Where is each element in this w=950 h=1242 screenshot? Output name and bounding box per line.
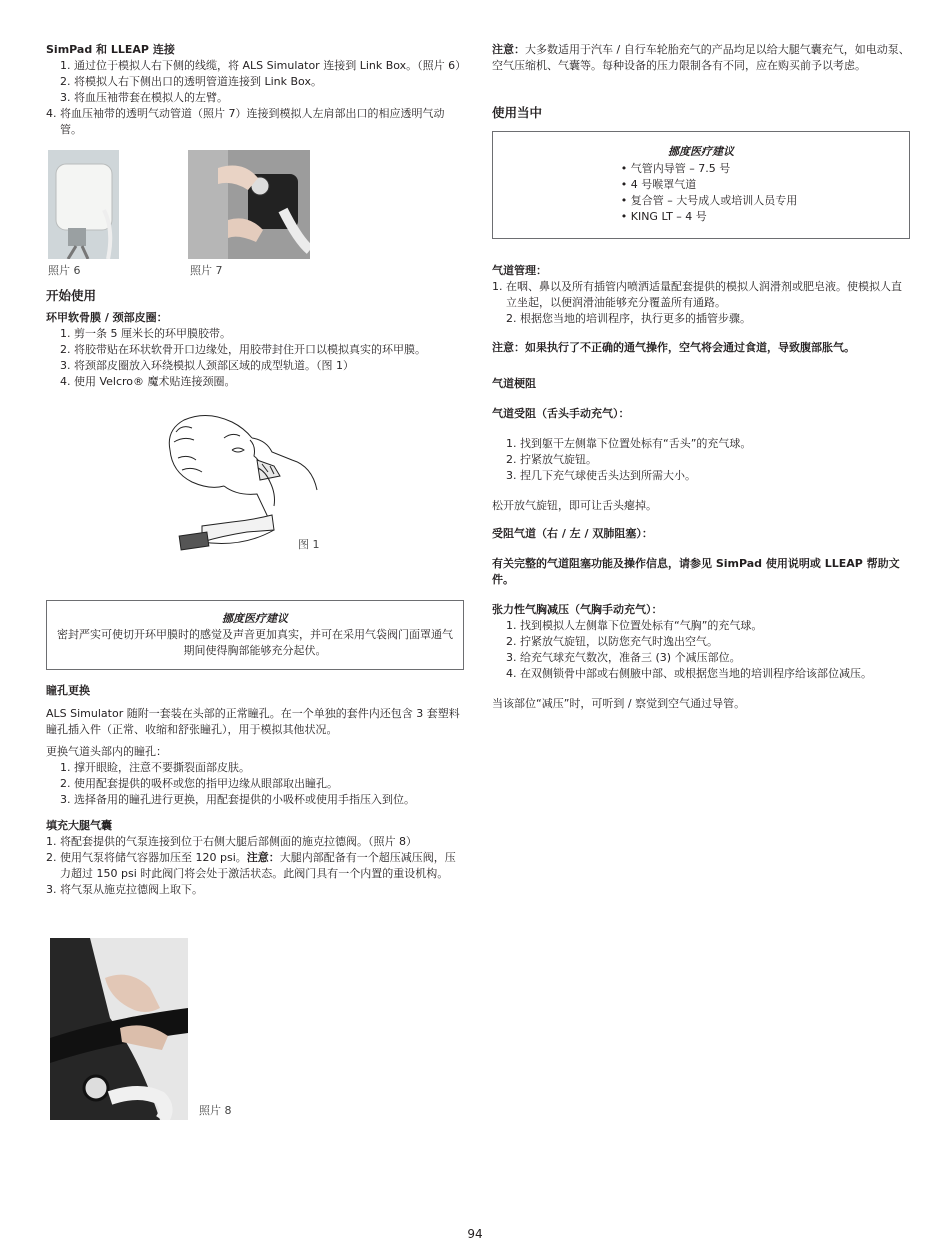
page-number: 94 (467, 1227, 483, 1241)
simpad-step-3: 3. 将血压袖带套在模拟人的左臂。 (60, 91, 228, 104)
thigh-section (46, 818, 464, 898)
pupils-step-1: 1. 撑开眼睑，注意不要撕裂面部皮肤。 (60, 761, 250, 774)
note-airway-label: 注意： (492, 341, 525, 354)
tongue-step-2: 2. 拧紧放气旋钮。 (506, 453, 597, 466)
lungs-info-wrap (492, 556, 902, 588)
note-thigh-pump-devices (492, 42, 912, 74)
pneumo-step-4: 4. 在双侧锁骨中部或右侧腋中部、或根据您当地的培训程序给该部位减压。 (506, 667, 872, 680)
tip-airway-item-4: • KING LT – 4 号 (621, 209, 798, 225)
start-using-heading-wrap (46, 287, 96, 305)
tip-box-airway-devices (492, 131, 910, 239)
thigh-step-1: 1. 将配套提供的气泵连接到位于右侧大腿后部侧面的施克拉德阀。（照片 8） (46, 835, 417, 848)
tongue-section (492, 406, 910, 514)
pneumo-decompression-note: 当该部位“减压”时，可听到 / 察觉到空气通过导管。 (492, 697, 746, 710)
cricoid-step-2: 2. 将胶带贴在环状软骨开口边缘处，用胶带封住开口以模拟真实的环甲膜。 (60, 343, 426, 356)
cricoid-step-1: 1. 剪一条 5 厘米长的环甲膜胶带。 (60, 327, 231, 340)
obstruction-heading: 气道梗阻 (492, 377, 536, 390)
in-use-heading-wrap (492, 104, 542, 122)
cricoid-steps (46, 326, 464, 390)
lungs-info-text: 有关完整的气道阻塞功能及操作信息，请参见 SimPad 使用说明或 LLEAP 帮助文件。 (492, 557, 900, 586)
pupils-step-3: 3. 选择备用的瞳孔进行更换，用配套提供的小吸杯或使用手指压入到位。 (60, 793, 415, 806)
tip-box-airway-title: 挪度医疗建议 (668, 145, 734, 158)
tip-airway-item-1: • 气管内导管 – 7.5 号 (621, 161, 798, 177)
photo-8-thigh-pump (50, 938, 188, 1120)
pneumo-step-1: 1. 找到模拟人左侧靠下位置处标有“气胸”的充气球。 (506, 619, 763, 632)
note-incorrect-ventilation (492, 340, 910, 356)
photo-7-caption: 照片 7 (190, 264, 223, 277)
airway-management-heading: 气道管理： (492, 264, 547, 277)
pupils-heading: 瞳孔更换 (46, 684, 90, 697)
photo-6-link-box (48, 150, 119, 259)
simpad-section (46, 42, 467, 138)
tongue-steps (492, 436, 910, 484)
pneumothorax-steps (492, 618, 910, 682)
airway-step-1: 1. 在咽、鼻以及所有插管内喷洒适量配套提供的模拟人润滑剂或肥皂液。使模拟人直立坐起，以便润滑油能够充分覆盖所有通路。 (492, 280, 902, 309)
note-airway-text: 如果执行了不正确的通气操作，空气将会通过食道，导致腹部胀气。 (525, 341, 855, 354)
thigh-step-2 (46, 850, 464, 882)
cricoid-heading: 环甲软骨膜 / 颈部皮圈： (46, 311, 168, 324)
tip-airway-item-2: • 4 号喉罩气道 (621, 177, 798, 193)
pupils-section (46, 683, 464, 808)
lungs-obstruction-heading: 受阻气道（右 / 左 / 双肺阻塞）： (492, 527, 653, 540)
airway-step-2: 2. 根据您当地的培训程序，执行更多的插管步骤。 (506, 312, 751, 325)
tongue-release-note: 松开放气旋钮，即可让舌头瘪掉。 (492, 499, 657, 512)
pneumothorax-heading: 张力性气胸减压（气胸手动充气）： (492, 603, 663, 616)
tip-airway-item-3: • 复合管 – 大号成人或培训人员专用 (621, 193, 798, 209)
cricoid-section (46, 310, 464, 390)
airway-management-section (492, 263, 910, 327)
simpad-step-1: 1. 通过位于模拟人右下侧的线缆，将 ALS Simulator 连接到 Link Box。（照片 6） (60, 59, 467, 72)
tip-box-cricoid (46, 600, 464, 670)
pupils-step-2: 2. 使用配套提供的吸杯或您的指甲边缘从眼部取出瞳孔。 (60, 777, 338, 790)
cricoid-step-3: 3. 将颈部皮圈放入环绕模拟人颈部区域的成型轨道。（图 1） (60, 359, 354, 372)
thigh-step-3: 3. 将气泵从施克拉德阀上取下。 (46, 883, 203, 896)
in-use-heading: 使用当中 (492, 105, 543, 120)
tongue-step-3: 3. 捏几下充气球使舌头达到所需大小。 (506, 469, 696, 482)
note-top-text: 大多数适用于汽车 / 自行车轮胎充气的产品均足以给大腿气囊充气，如电动泵、空气压缩机、气囊等。每种设备的压力限制各有不同，应在购买前予以考虑。 (492, 43, 910, 72)
figure-1-neck-skin-drawing (162, 410, 322, 555)
thigh-heading: 填充大腿气囊 (46, 819, 112, 832)
thigh-step-2-post: 大腿内部配备有一个超压减压阀，压力超过 150 psi 时此阀门将会处于激活状态。此阀门具有一个内置的重设机构。 (60, 851, 456, 880)
tip-box-cricoid-title: 挪度医疗建议 (222, 612, 288, 625)
lungs-heading-wrap (492, 526, 653, 542)
tongue-heading: 气道受阻（舌头手动充气）： (492, 407, 630, 420)
airway-management-steps (492, 279, 910, 327)
thigh-step-2-note-label: 注意： (246, 851, 280, 864)
pneumothorax-section (492, 602, 910, 712)
pupils-intro: ALS Simulator 随附一套装在头部的正常瞳孔。在一个单独的套件内还包含 3 套塑料瞳孔插入件（正常、收缩和舒张瞳孔），用于模拟其他状况。 (46, 707, 460, 736)
figure-1-caption: 图 1 (298, 538, 320, 551)
start-using-heading: 开始使用 (46, 288, 97, 303)
simpad-heading: SimPad 和 LLEAP 连接 (46, 43, 175, 56)
simpad-step-4: 4. 将血压袖带的透明气动管道（照片 7）连接到模拟人左肩部出口的相应透明气动管。 (46, 107, 445, 136)
pupils-steps (46, 760, 464, 808)
pupils-lead: 更换气道头部内的瞳孔： (46, 745, 167, 758)
cricoid-step-4: 4. 使用 Velcro® 魔术贴连接颈圈。 (60, 375, 236, 388)
note-top-label: 注意： (492, 43, 525, 56)
tongue-step-1: 1. 找到躯干左侧靠下位置处标有“舌头”的充气球。 (506, 437, 752, 450)
tip-box-airway-list (621, 161, 798, 225)
photo-6-caption: 照片 6 (48, 264, 81, 277)
obstruction-heading-wrap (492, 376, 536, 392)
photo-7-blood-pressure-cuff (188, 150, 310, 259)
simpad-steps (46, 58, 467, 138)
simpad-step-2: 2. 将模拟人右下侧出口的透明管道连接到 Link Box。 (60, 75, 322, 88)
thigh-steps (46, 834, 464, 898)
thigh-step-2-pre: 2. 使用气泵将储气容器加压至 120 psi。 (46, 851, 247, 864)
pneumo-step-2: 2. 拧紧放气旋钮，以防您充气时逸出空气。 (506, 635, 718, 648)
tip-box-cricoid-text: 密封严实可使切开环甲膜时的感觉及声音更加真实，并可在采用气袋阀门面罩通气期间使得胸部能够充分起伏。 (57, 628, 453, 657)
pneumo-step-3: 3. 给充气球充气数次，准备三 (3) 个减压部位。 (506, 651, 741, 664)
photo-8-caption: 照片 8 (199, 1104, 232, 1117)
